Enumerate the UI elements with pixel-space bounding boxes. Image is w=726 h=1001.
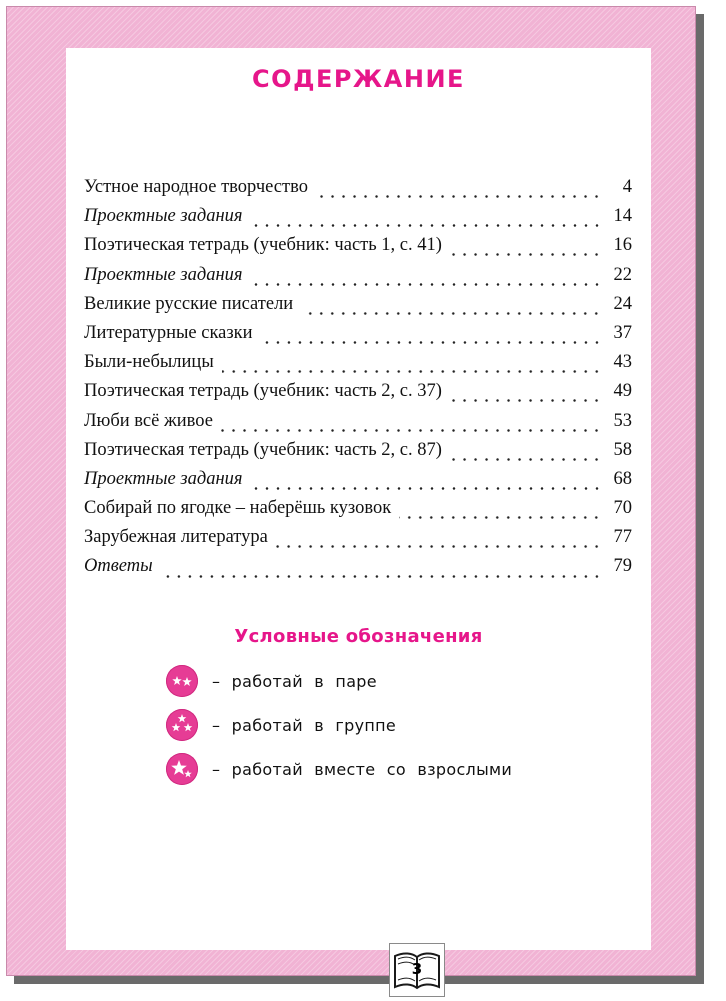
leader-dots [261,341,602,344]
toc-entry-text: Поэтическая тетрадь (учебник: часть 2, с. 87) [84,439,442,460]
leader-dots [399,516,602,519]
toc-entry-text: Поэтическая тетрадь (учебник: часть 1, с. 41) [84,235,442,256]
toc-row [84,352,632,381]
leader-dots [221,429,602,432]
toc-row [84,177,632,206]
toc-row [84,323,632,352]
leader-dots [222,370,602,373]
toc-page-number: 4 [622,177,632,197]
leader-dots [251,283,603,286]
legend-item [166,703,512,747]
big-small-star-icon [166,753,198,785]
page-title: СОДЕРЖАНИЕ [252,65,465,93]
toc-page-number: 58 [613,439,632,460]
legend-item [166,747,512,791]
leader-dots [276,545,602,548]
toc-entry-text: Проектные задания [84,468,243,489]
toc-entry-text: Были-небылицы [84,352,214,373]
leader-dots [161,575,602,578]
toc-entry-text: Литературные сказки [84,322,253,343]
toc-page-number: 68 [613,468,632,489]
table-of-contents [84,177,632,586]
page-number-badge [389,943,445,997]
toc-page-number: 22 [613,264,632,285]
toc-page-number: 49 [613,381,632,402]
toc-page-number: 53 [613,410,632,431]
toc-row [84,206,632,235]
toc-page-number: 24 [613,293,632,314]
leader-dots [251,487,603,490]
toc-row [84,556,632,585]
toc-entry-text: Собирай по ягодке – наберёшь кузовок [84,498,392,519]
toc-row [84,498,632,527]
legend-title: Условные обозначения [234,626,483,647]
leader-dots [316,195,602,198]
two-stars-icon [166,665,198,697]
toc-row [84,469,632,498]
legend-item-label: – работай вместе со взрослыми [212,759,513,779]
leader-dots [301,312,602,315]
toc-row [84,265,632,294]
toc-page-number: 43 [613,352,632,373]
toc-page-number: 77 [613,527,632,548]
open-book-icon [390,944,444,996]
toc-entry-text: Устное народное творчество [84,177,308,197]
legend [166,659,512,791]
toc-entry-text: Зарубежная литература [84,527,268,548]
toc-page-number: 70 [613,498,632,519]
page-frame [6,6,696,976]
content-area [66,48,651,978]
leader-dots [251,224,603,227]
toc-row [84,411,632,440]
legend-item-label: – работай в группе [212,715,397,735]
toc-entry-text: Проектные задания [84,264,243,285]
toc-row [84,235,632,264]
toc-page-number: 14 [613,206,632,227]
toc-page-number: 16 [613,235,632,256]
toc-entry-text: Поэтическая тетрадь (учебник: часть 2, с. 37) [84,381,442,402]
toc-row [84,381,632,410]
leader-dots [450,399,602,402]
toc-row [84,527,632,556]
toc-entry-text: Проектные задания [84,206,243,227]
legend-item-label: – работай в паре [212,671,377,691]
leader-dots [450,458,602,461]
page-number: 3 [411,960,423,978]
toc-row [84,440,632,469]
three-stars-icon [166,709,198,741]
toc-entry-text: Ответы [84,556,153,577]
toc-page-number: 37 [613,322,632,343]
toc-entry-text: Великие русские писатели [84,293,294,314]
toc-row [84,294,632,323]
toc-entry-text: Люби всё живое [84,410,213,431]
leader-dots [450,253,602,256]
toc-page-number: 79 [613,556,632,577]
legend-item [166,659,512,703]
